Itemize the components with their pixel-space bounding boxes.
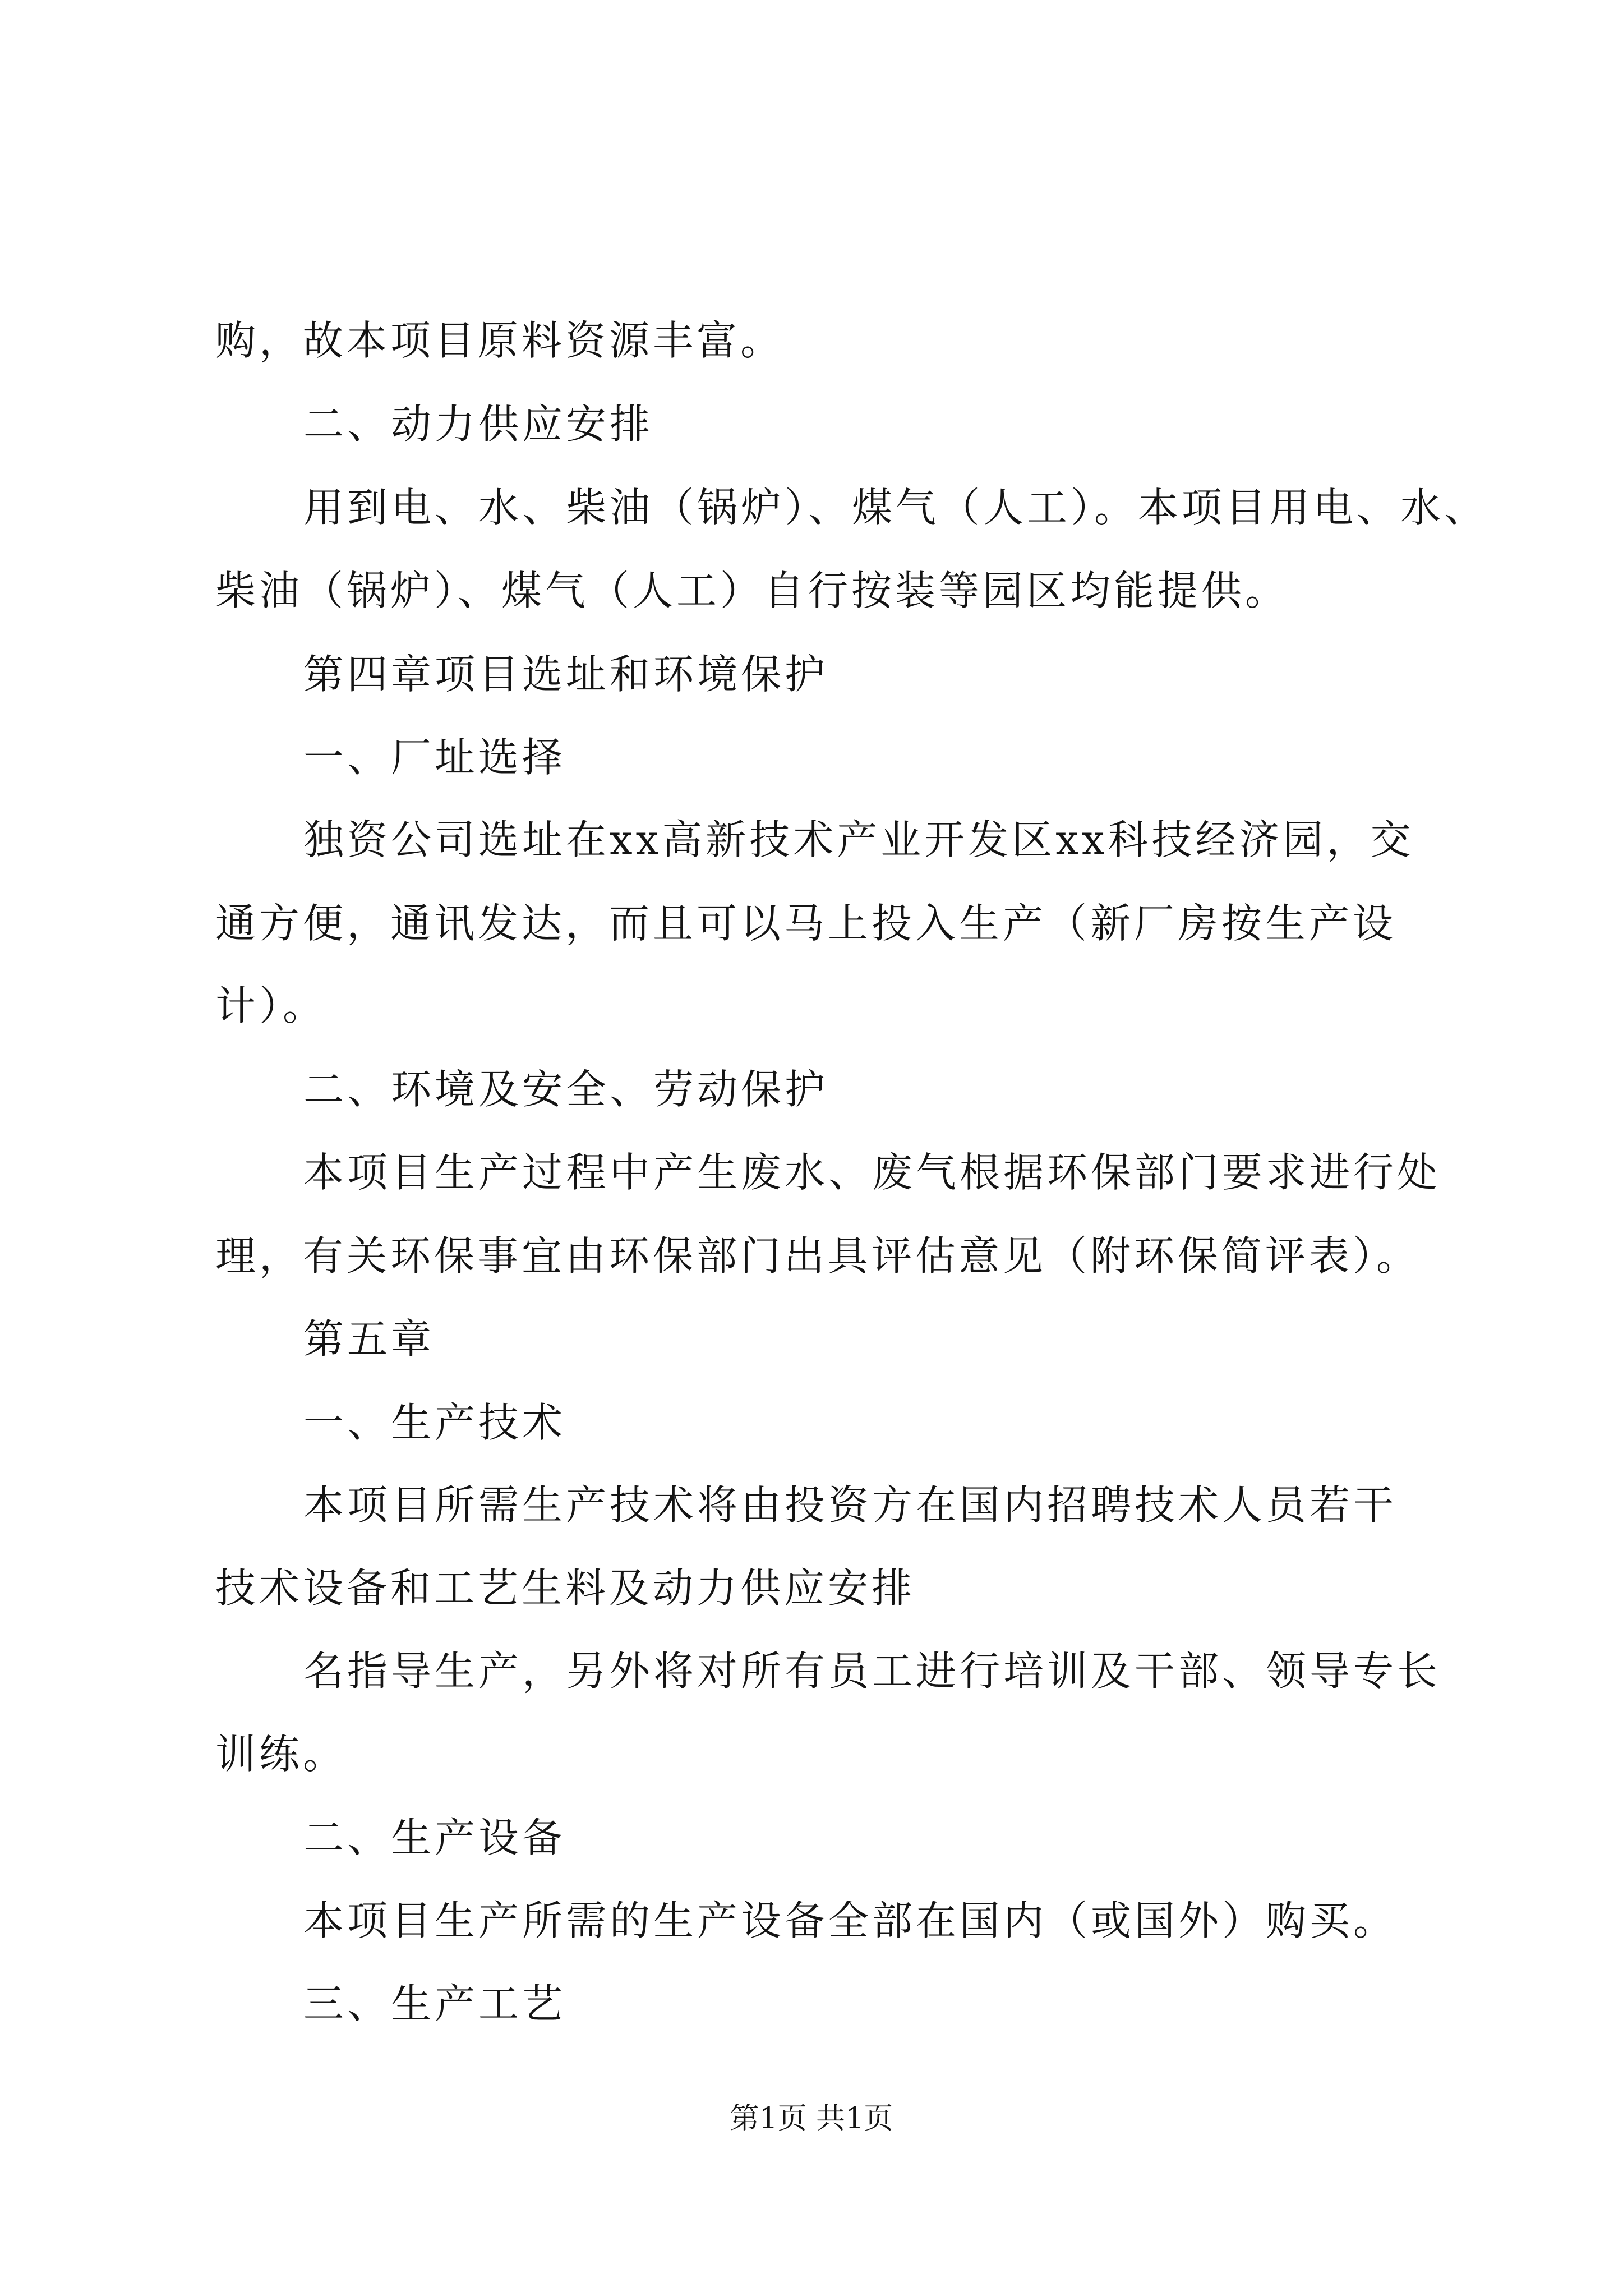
text-line: 第四章项目选址和环境保护 <box>303 651 829 698</box>
text-line: 理，有关环保事宜由环保部门出具评估意见（附环保简评表）。 <box>215 1232 1421 1280</box>
page-number-footer: 第1页 共1页 <box>730 2102 893 2136</box>
text-line: 一、生产技术 <box>303 1399 566 1446</box>
text-line: 二、生产设备 <box>303 1814 566 1861</box>
text-line: 技术设备和工艺生料及动力供应安排 <box>215 1565 916 1612</box>
text-line: 用到电、水、柴油（锅炉）、煤气（人工）。本项目用电、水、 <box>303 484 1488 531</box>
text-line: 三、生产工艺 <box>303 1980 566 2027</box>
text-line: 一、厂址选择 <box>303 734 566 781</box>
text-line: 本项目所需生产技术将由投资方在国内招聘技术人员若干 <box>303 1481 1398 1529</box>
text-line: 第五章 <box>303 1315 435 1363</box>
text-line: 购，故本项目原料资源丰富。 <box>215 317 785 364</box>
text-line: 通方便，通讯发达，而且可以马上投入生产（新厂房按生产设 <box>215 900 1397 947</box>
text-line: 本项目生产过程中产生废水、废气根据环保部门要求进行处 <box>303 1149 1441 1196</box>
text-line: 计）。 <box>215 982 327 1029</box>
text-line: 本项目生产所需的生产设备全部在国内（或国外）购买。 <box>303 1897 1398 1944</box>
text-line: 二、环境及安全、劳动保护 <box>303 1066 829 1113</box>
text-line: 训练。 <box>215 1731 347 1778</box>
text-line: 独资公司选址在xx高新技术产业开发区xx科技经济园，交 <box>303 816 1414 863</box>
text-line: 柴油（锅炉）、煤气（人工）自行按装等园区均能提供。 <box>215 567 1289 614</box>
text-line: 名指导生产，另外将对所有员工进行培训及干部、领导专长 <box>303 1648 1441 1695</box>
text-line: 二、动力供应安排 <box>303 401 654 448</box>
